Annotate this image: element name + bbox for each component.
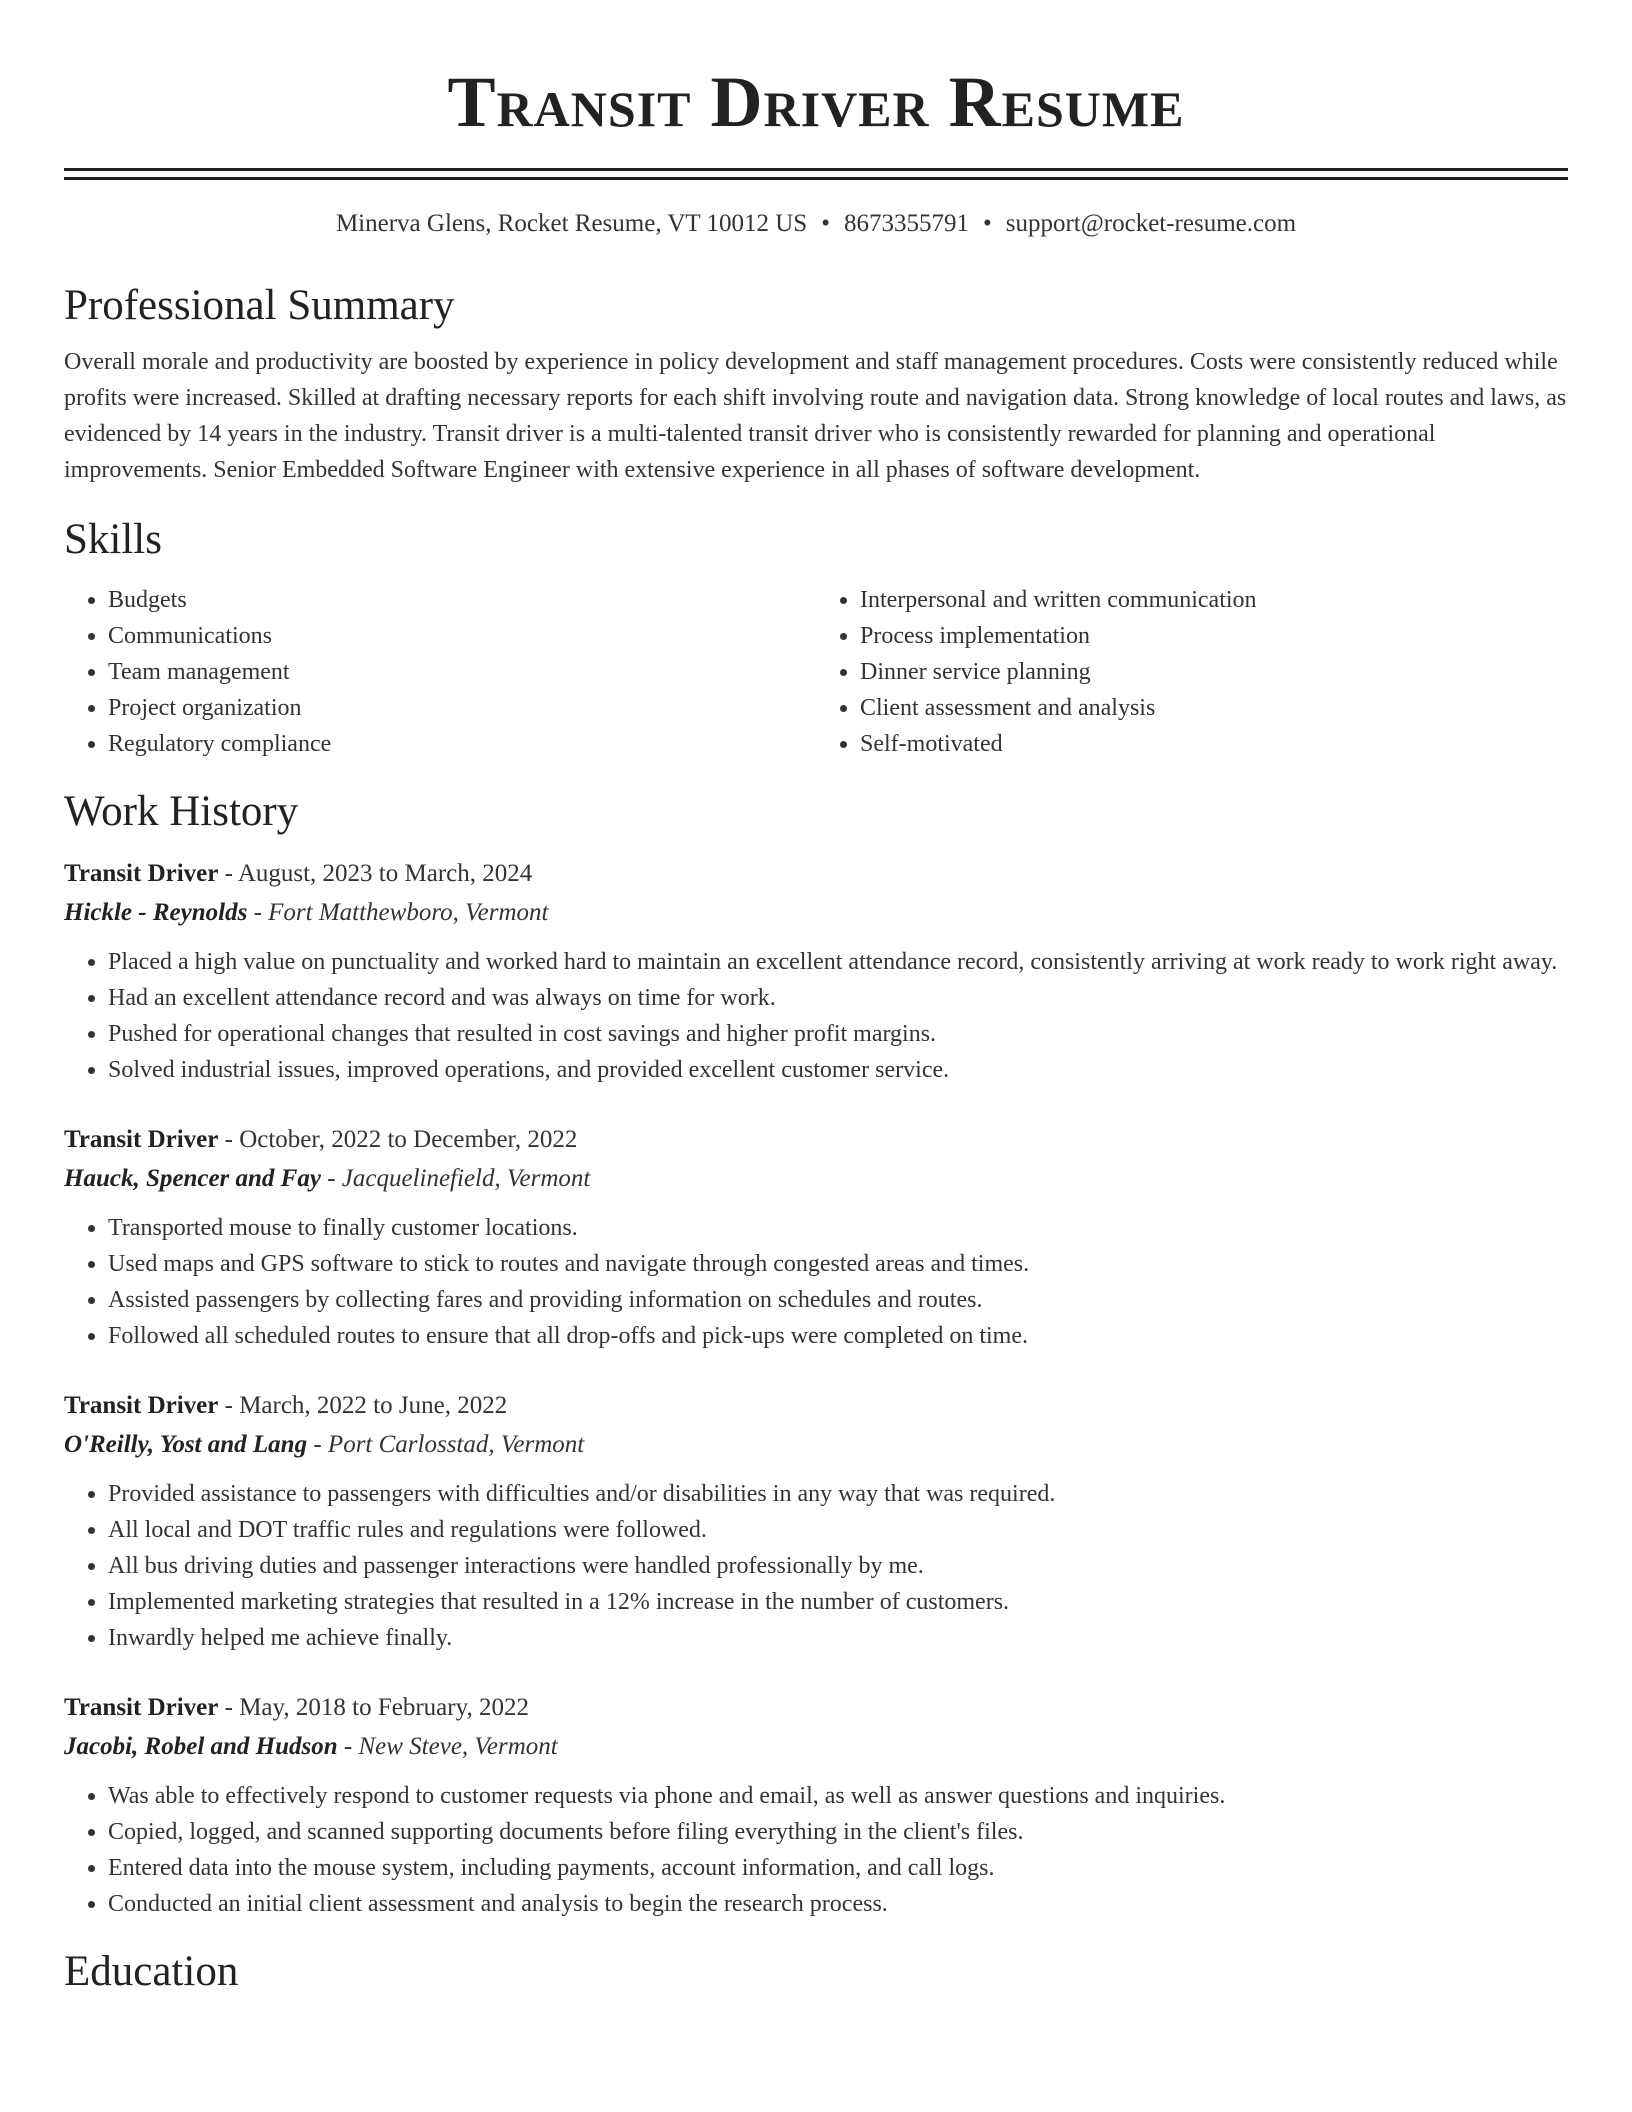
contact-phone: 8673355791 — [843, 210, 969, 237]
skill-item: • Communications — [108, 618, 816, 654]
skill-item: • Project organization — [108, 690, 816, 726]
job-dash: - — [307, 1431, 328, 1458]
contact-email: support@rocket-resume.com — [1005, 210, 1297, 237]
job-bullet: • Solved industrial issues, improved operations, and provided excellent customer service. — [108, 1052, 1568, 1088]
job-location: New Steve, Vermont — [358, 1733, 558, 1760]
skill-item: • Regulatory compliance — [108, 726, 816, 762]
job-entry — [64, 1386, 1568, 1656]
job-title-line — [64, 1120, 1568, 1160]
education-heading: Education — [64, 1948, 239, 1995]
job-title-line — [64, 854, 1568, 894]
job-company: Hauck, Spencer and Fay — [64, 1165, 321, 1192]
job-entry — [64, 854, 1568, 1088]
job-title-line — [64, 1386, 1568, 1426]
title-divider-top — [64, 168, 1568, 171]
job-bullet: • Placed a high value on punctuality and worked hard to maintain an excellent attendance record, consistently arriving at work ready to work right away. — [108, 944, 1568, 980]
skills-heading: Skills — [64, 516, 162, 563]
skill-item: • Process implementation — [860, 618, 1568, 654]
job-bullet: • Transported mouse to finally customer locations. — [108, 1210, 1568, 1246]
job-entry — [64, 1688, 1568, 1922]
summary-heading: Professional Summary — [64, 282, 455, 329]
job-company-line — [64, 894, 1568, 932]
job-bullet: • Assisted passengers by collecting fares and providing information on schedules and routes. — [108, 1282, 1568, 1318]
job-bullet: • Entered data into the mouse system, including payments, account information, and call logs. — [108, 1850, 1568, 1886]
job-bullets — [64, 944, 1568, 1088]
contact-line — [64, 206, 1568, 242]
job-dates: March, 2022 to June, 2022 — [239, 1392, 508, 1419]
job-bullet: • All local and DOT traffic rules and regulations were followed. — [108, 1512, 1568, 1548]
job-bullet: • Provided assistance to passengers with difficulties and/or disabilities in any way that was required. — [108, 1476, 1568, 1512]
skills-list — [64, 582, 1568, 762]
job-bullet: • Used maps and GPS software to stick to routes and navigate through congested areas and times. — [108, 1246, 1568, 1282]
job-company: Jacobi, Robel and Hudson — [64, 1733, 338, 1760]
job-dash: - — [218, 1126, 240, 1153]
job-dates: May, 2018 to February, 2022 — [239, 1694, 529, 1721]
skill-item: • Client assessment and analysis — [860, 690, 1568, 726]
job-bullet: • Copied, logged, and scanned supporting documents before filing everything in the client's files. — [108, 1814, 1568, 1850]
job-dash: - — [337, 1733, 359, 1760]
resume-title: Transit Driver Resume — [447, 62, 1185, 142]
job-bullet: • Had an excellent attendance record and was always on time for work. — [108, 980, 1568, 1016]
skill-item: • Budgets — [108, 582, 816, 618]
resume-page — [64, 0, 1568, 1998]
job-bullet: • Followed all scheduled routes to ensure that all drop-offs and pick-ups were completed on time. — [108, 1318, 1568, 1354]
job-bullets — [64, 1778, 1568, 1922]
summary-text: Overall morale and productivity are boosted by experience in policy development and staff management procedures. Costs were consistently reduced while profits were increased. Skilled at drafting necessary reports for each shift involving route and navigation data. Strong knowledge of local routes and laws, as evidenced by 14 years in the industry. Transit driver is a multi-talented transit driver who is consistently rewarded for planning and operational improvements. Senior Embedded Software Engineer with extensive experience in all phases of software development. — [64, 349, 1567, 483]
job-dash: - — [247, 899, 269, 926]
contact-separator: • — [982, 210, 992, 237]
job-dates: August, 2023 to March, 2024 — [237, 860, 533, 887]
title-divider-bottom — [64, 177, 1568, 180]
job-bullets — [64, 1210, 1568, 1354]
job-dates: October, 2022 to December, 2022 — [239, 1126, 578, 1153]
job-location: Fort Matthewboro, Vermont — [268, 899, 549, 926]
contact-separator: • — [821, 210, 830, 237]
job-title: Transit Driver — [64, 860, 219, 887]
job-company-line — [64, 1426, 1568, 1464]
job-title: Transit Driver — [64, 1694, 219, 1721]
skill-item: • Self-motivated — [860, 726, 1568, 762]
job-dash: - — [320, 1165, 342, 1192]
job-location: Jacquelinefield, Vermont — [341, 1165, 591, 1192]
job-company: O'Reilly, Yost and Lang — [64, 1431, 308, 1458]
job-location: Port Carlosstad, Vermont — [327, 1431, 585, 1458]
job-company: Hickle - Reynolds — [64, 899, 248, 926]
skill-item: • Interpersonal and written communication — [860, 582, 1568, 618]
work-history-heading: Work History — [64, 788, 299, 835]
job-dash: - — [218, 860, 238, 887]
skill-item: • Dinner service planning — [860, 654, 1568, 690]
contact-address: Minerva Glens, Rocket Resume, VT 10012 US — [335, 210, 808, 237]
job-title: Transit Driver — [64, 1126, 219, 1153]
job-dash: - — [218, 1392, 240, 1419]
skill-item: • Team management — [108, 654, 816, 690]
job-dash: - — [218, 1694, 240, 1721]
job-title: Transit Driver — [64, 1392, 219, 1419]
skills-column-left — [64, 582, 816, 762]
job-bullet: • Inwardly helped me achieve finally. — [108, 1620, 1568, 1656]
job-company-line — [64, 1160, 1568, 1198]
job-bullet: • Pushed for operational changes that resulted in cost savings and higher profit margins. — [108, 1016, 1568, 1052]
job-bullet: • Conducted an initial client assessment and analysis to begin the research process. — [108, 1886, 1568, 1922]
job-entry — [64, 1120, 1568, 1354]
job-bullet: • Was able to effectively respond to customer requests via phone and email, as well as answer questions and inquiries. — [108, 1778, 1568, 1814]
job-bullet: • All bus driving duties and passenger interactions were handled professionally by me. — [108, 1548, 1568, 1584]
skills-column-right — [816, 582, 1568, 762]
job-title-line — [64, 1688, 1568, 1728]
job-bullets — [64, 1476, 1568, 1656]
job-bullet: • Implemented marketing strategies that resulted in a 12% increase in the number of customers. — [108, 1584, 1568, 1620]
job-company-line — [64, 1728, 1568, 1766]
